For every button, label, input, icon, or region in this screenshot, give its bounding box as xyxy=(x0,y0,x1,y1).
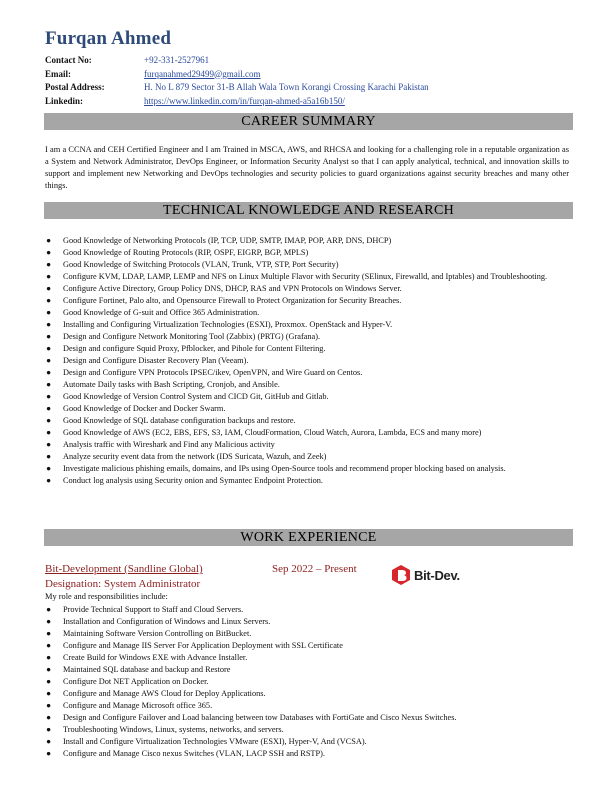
tech-list-item xyxy=(45,307,565,319)
tech-list-item-text: Good Knowledge of Networking Protocols (IP, TCP, UDP, SMTP, IMAP, POP, ARP, DNS, DHCP) xyxy=(63,236,392,245)
contact-phone-row xyxy=(45,54,429,68)
tech-list-item xyxy=(45,283,565,295)
contact-email-link[interactable]: furqanahmed29499@gmail.com xyxy=(144,68,261,79)
tech-list-item xyxy=(45,343,565,355)
bullet-icon: ● xyxy=(46,440,52,449)
tech-list-item-text: Analyze security event data from the network (IDS Suricata, Wazuh, and Zeek) xyxy=(63,452,327,461)
tech-list-item-text: Configure KVM, LDAP, LAMP, LEMP and NFS on Linux Multiple Flavor with Security (SElinux, Firewalld, and Iptables) and Troubleshooting. xyxy=(63,272,548,281)
technical-knowledge-list xyxy=(45,235,565,487)
tech-list-item-text: Design and Configure Disaster Recovery Plan (Veeam). xyxy=(63,356,249,365)
tech-list-item xyxy=(45,259,565,271)
job-list-item-text: Install and Configure Virtualization Technologies VMware (ESXI), Hyper-V, And (VCSA). xyxy=(63,737,367,746)
bullet-icon: ● xyxy=(46,248,52,257)
tech-list-item-text: Good Knowledge of G-suit and Office 365 Administration. xyxy=(63,308,260,317)
tech-list-item-text: Configure Active Directory, Group Policy DNS, DHCP, RAS and VPN Protocols on Windows Server. xyxy=(63,284,402,293)
bullet-icon: ● xyxy=(46,725,52,734)
tech-list-item-text: Automate Daily tasks with Bash Scripting, Cronjob, and Ansible. xyxy=(63,380,280,389)
bullet-icon: ● xyxy=(46,380,52,389)
contact-block xyxy=(45,54,429,108)
job-list-item xyxy=(45,616,565,628)
tech-list-item-text: Good Knowledge of Routing Protocols (RIP, OSPF, EIGRP, BGP, MPLS) xyxy=(63,248,309,257)
career-summary-text: I am a CCNA and CEH Certified Engineer and I am Trained in MSCA, AWS, and RHCSA and looking for a challenging role in a reputable organization as a System and Network Administrator, DevOps Engineer, or Information Security Analyst so that I can apply analytical, technical, and innovation skills to support and implement new Networking and DevOps technologies and security policies to guard organizations against security breaches and many other things. xyxy=(45,145,569,190)
bullet-icon: ● xyxy=(46,272,52,281)
tech-list-item xyxy=(45,247,565,259)
bullet-icon: ● xyxy=(46,392,52,401)
tech-list-item-text: Design and Configure Network Monitoring Tool (Zabbix) (PRTG) (Grafana). xyxy=(63,332,321,341)
contact-linkedin-link[interactable]: https://www.linkedin.com/in/furqan-ahmed-a5a16b150/ xyxy=(144,95,345,106)
tech-list-item xyxy=(45,295,565,307)
tech-list-item-text: Design and Configure VPN Protocols IPSEC/ikev, OpenVPN, and Wire Guard on Centos. xyxy=(63,368,363,377)
contact-address-label: Postal Address: xyxy=(45,82,105,92)
bullet-icon: ● xyxy=(46,749,52,758)
contact-email-row xyxy=(45,68,429,82)
job-designation: Designation: System Administrator xyxy=(45,578,201,590)
job-list-item xyxy=(45,688,565,700)
bullet-icon: ● xyxy=(46,344,52,353)
job-list-item-text: Configure and Manage AWS Cloud for Deploy Applications. xyxy=(63,689,266,698)
job-list-item xyxy=(45,748,565,760)
section-header-work-experience: WORK EXPERIENCE xyxy=(44,529,573,546)
bullet-icon: ● xyxy=(46,476,52,485)
bullet-icon: ● xyxy=(46,737,52,746)
tech-list-item-text: Installing and Configuring Virtualization Technologies (ESXI), Proxmox. OpenStack and Hyper-V. xyxy=(63,320,393,329)
job-list-item-text: Configure and Manage IIS Server For Application Deployment with SSL Certificate xyxy=(63,641,343,650)
job-list-item-text: Maintained SQL database and backup and Restore xyxy=(63,665,231,674)
bullet-icon: ● xyxy=(46,464,52,473)
tech-list-item xyxy=(45,271,565,283)
job-list-item-text: Configure and Manage Cisco nexus Switches (VLAN, LACP SSH and RSTP). xyxy=(63,749,325,758)
job-list-item xyxy=(45,724,565,736)
job-list-item-text: Configure Dot NET Application on Docker. xyxy=(63,677,209,686)
tech-list-item-text: Conduct log analysis using Security onion and Symantec Endpoint Protection. xyxy=(63,476,323,485)
contact-address-value: H. No L 879 Sector 31-B Allah Wala Town Korangi Crossing Karachi Pakistan xyxy=(144,82,429,92)
tech-list-item xyxy=(45,427,565,439)
bitdev-logo-icon xyxy=(390,564,412,586)
contact-address-row xyxy=(45,81,429,95)
bullet-icon: ● xyxy=(46,368,52,377)
job-list-item xyxy=(45,664,565,676)
tech-list-item-text: Good Knowledge of SQL database configuration backups and restore. xyxy=(63,416,296,425)
bullet-icon: ● xyxy=(46,260,52,269)
bullet-icon: ● xyxy=(46,689,52,698)
company-logo-text: Bit-Dev. xyxy=(414,567,460,583)
job-list-item xyxy=(45,712,565,724)
tech-list-item-text: Analysis traffic with Wireshark and Find any Malicious activity xyxy=(63,440,275,449)
tech-list-item xyxy=(45,379,565,391)
bullet-icon: ● xyxy=(46,665,52,674)
tech-list-item-text: Good Knowledge of Docker and Docker Swarm. xyxy=(63,404,226,413)
job-list-item-text: Troubleshooting Windows, Linux, systems, networks, and servers. xyxy=(63,725,284,734)
job-company[interactable]: Bit-Development (Sandline Global) xyxy=(45,563,203,575)
job-list-item xyxy=(45,604,565,616)
tech-list-item xyxy=(45,319,565,331)
tech-list-item xyxy=(45,367,565,379)
bullet-icon: ● xyxy=(46,356,52,365)
contact-phone-label: Contact No: xyxy=(45,55,92,65)
tech-list-item xyxy=(45,355,565,367)
section-header-technical-knowledge: TECHNICAL KNOWLEDGE AND RESEARCH xyxy=(44,202,573,219)
bullet-icon: ● xyxy=(46,629,52,638)
bullet-icon: ● xyxy=(46,428,52,437)
contact-email-label: Email: xyxy=(45,68,71,79)
bullet-icon: ● xyxy=(46,452,52,461)
job-list-item xyxy=(45,700,565,712)
company-logo xyxy=(390,564,462,586)
bullet-icon: ● xyxy=(46,713,52,722)
bullet-icon: ● xyxy=(46,605,52,614)
job-list-item-text: Maintaining Software Version Controlling on BitBucket. xyxy=(63,629,252,638)
bullet-icon: ● xyxy=(46,332,52,341)
bullet-icon: ● xyxy=(46,296,52,305)
bullet-icon: ● xyxy=(46,617,52,626)
tech-list-item-text: Good Knowledge of Switching Protocols (VLAN, Trunk, VTP, STP, Port Security) xyxy=(63,260,339,269)
job-list-item-text: Configure and Manage Microsoft office 365. xyxy=(63,701,213,710)
job-list-item xyxy=(45,652,565,664)
bullet-icon: ● xyxy=(46,320,52,329)
tech-list-item xyxy=(45,475,565,487)
bullet-icon: ● xyxy=(46,416,52,425)
bullet-icon: ● xyxy=(46,236,52,245)
bullet-icon: ● xyxy=(46,404,52,413)
tech-list-item-text: Investigate malicious phishing emails, domains, and IPs using Open-Source tools and recommend proper blocking based on analysis. xyxy=(63,464,506,473)
candidate-name: Furqan Ahmed xyxy=(45,28,172,49)
job-list-item-text: Installation and Configuration of Windows and Linux Servers. xyxy=(63,617,271,626)
tech-list-item-text: Design and configure Squid Proxy, Pfblocker, and Pihole for Content Filtering. xyxy=(63,344,326,353)
job-list-item xyxy=(45,640,565,652)
bullet-icon: ● xyxy=(46,641,52,650)
tech-list-item xyxy=(45,235,565,247)
job-list-item-text: Create Build for Windows EXE with Advance Installer. xyxy=(63,653,248,662)
bullet-icon: ● xyxy=(46,653,52,662)
bullet-icon: ● xyxy=(46,284,52,293)
job-responsibilities-list xyxy=(45,604,565,760)
bullet-icon: ● xyxy=(46,701,52,710)
contact-linkedin-label: Linkedin: xyxy=(45,95,84,106)
tech-list-item xyxy=(45,463,565,475)
tech-list-item-text: Good Knowledge of AWS (EC2, EBS, EFS, S3, IAM, CloudFormation, Cloud Watch, Aurora, Lambda, ECS and many more) xyxy=(63,428,482,437)
bullet-icon: ● xyxy=(46,677,52,686)
job-list-item xyxy=(45,628,565,640)
tech-list-item xyxy=(45,403,565,415)
tech-list-item xyxy=(45,415,565,427)
job-list-item xyxy=(45,736,565,748)
section-header-career-summary: CAREER SUMMARY xyxy=(44,113,573,130)
tech-list-item xyxy=(45,439,565,451)
job-responsibilities-intro: My role and responsibilities include: xyxy=(45,592,168,601)
bullet-icon: ● xyxy=(46,308,52,317)
job-list-item xyxy=(45,676,565,688)
tech-list-item xyxy=(45,331,565,343)
tech-list-item-text: Configure Fortinet, Palo alto, and Opensource Firewall to Protect Organization for Security Breaches. xyxy=(63,296,402,305)
tech-list-item-text: Good Knowledge of Version Control System and CICD Git, GitHub and Gitlab. xyxy=(63,392,329,401)
contact-linkedin-row xyxy=(45,95,429,109)
tech-list-item xyxy=(45,451,565,463)
job-list-item-text: Design and Configure Failover and Load balancing between tow Databases with FortiGate and Cisco Nexus Switches. xyxy=(63,713,457,722)
job-list-item-text: Provide Technical Support to Staff and Cloud Servers. xyxy=(63,605,244,614)
tech-list-item xyxy=(45,391,565,403)
job-dates: Sep 2022 – Present xyxy=(272,563,357,575)
contact-phone-value: +92-331-2527961 xyxy=(144,55,210,65)
